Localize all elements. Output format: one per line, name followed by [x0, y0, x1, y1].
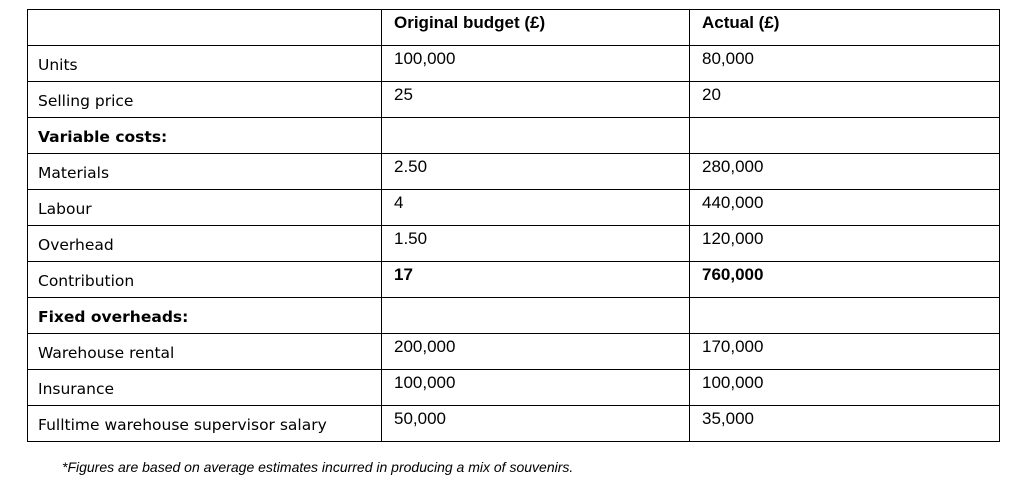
actual-cell	[690, 298, 1000, 334]
table-row	[28, 298, 1000, 334]
header-cell-actual: Actual (£)	[690, 10, 1000, 46]
header-cell-budget: Original budget (£)	[382, 10, 690, 46]
budget-cell	[382, 118, 690, 154]
actual-cell: 280,000	[690, 154, 1000, 190]
actual-cell: 440,000	[690, 190, 1000, 226]
actual-cell: 20	[690, 82, 1000, 118]
budget-cell: 17	[382, 262, 690, 298]
footnote: *Figures are based on average estimates incurred in producing a mix of souvenirs.	[62, 459, 574, 475]
budget-cell: 100,000	[382, 46, 690, 82]
table-row	[28, 154, 1000, 190]
row-label: Fixed overheads:	[28, 298, 382, 334]
row-label: Labour	[28, 190, 382, 226]
row-label: Units	[28, 46, 382, 82]
row-label: Overhead	[28, 226, 382, 262]
actual-cell	[690, 118, 1000, 154]
row-label: Contribution	[28, 262, 382, 298]
actual-cell: 120,000	[690, 226, 1000, 262]
actual-cell: 170,000	[690, 334, 1000, 370]
row-label: Variable costs:	[28, 118, 382, 154]
actual-cell: 80,000	[690, 46, 1000, 82]
budget-table	[27, 9, 1000, 442]
actual-cell: 100,000	[690, 370, 1000, 406]
table-row	[28, 82, 1000, 118]
budget-cell: 4	[382, 190, 690, 226]
budget-cell: 200,000	[382, 334, 690, 370]
table-row	[28, 46, 1000, 82]
header-cell-blank	[28, 10, 382, 46]
row-label: Selling price	[28, 82, 382, 118]
row-label: Insurance	[28, 370, 382, 406]
table-row	[28, 406, 1000, 442]
table-row	[28, 262, 1000, 298]
budget-cell: 2.50	[382, 154, 690, 190]
budget-cell	[382, 298, 690, 334]
table-body	[28, 10, 1000, 442]
table-row	[28, 370, 1000, 406]
budget-cell: 1.50	[382, 226, 690, 262]
row-label: Warehouse rental	[28, 334, 382, 370]
row-label: Fulltime warehouse supervisor salary	[28, 406, 382, 442]
budget-cell: 50,000	[382, 406, 690, 442]
table-row	[28, 118, 1000, 154]
actual-cell: 760,000	[690, 262, 1000, 298]
budget-cell: 100,000	[382, 370, 690, 406]
actual-cell: 35,000	[690, 406, 1000, 442]
row-label: Materials	[28, 154, 382, 190]
table-row	[28, 190, 1000, 226]
budget-cell: 25	[382, 82, 690, 118]
table-row	[28, 334, 1000, 370]
table-row	[28, 226, 1000, 262]
header-row	[28, 10, 1000, 46]
